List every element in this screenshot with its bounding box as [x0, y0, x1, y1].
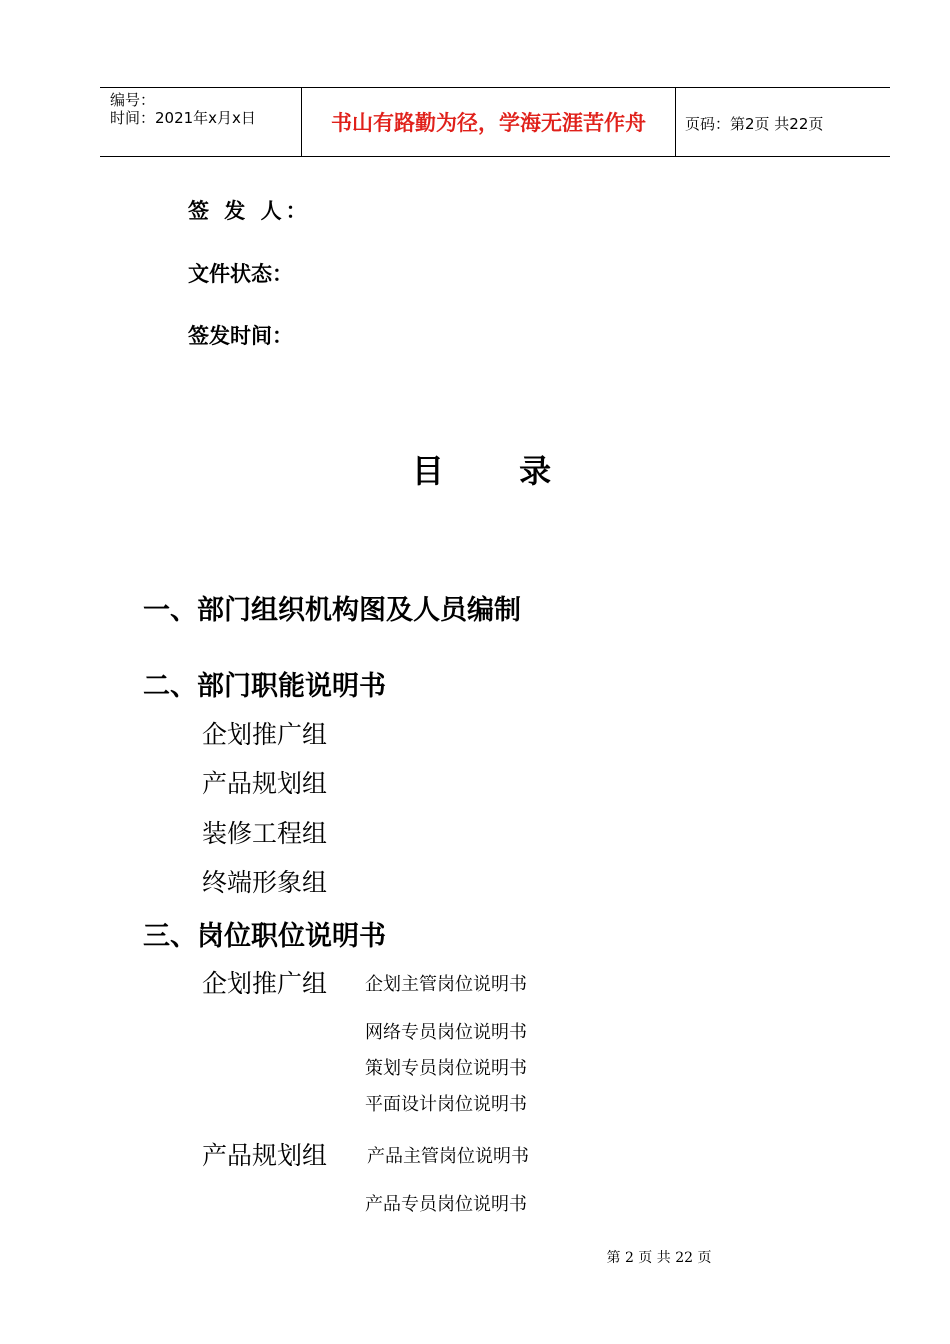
toc-title: 目 录	[411, 452, 584, 490]
toc-position-item: 产品主管岗位说明书	[367, 1146, 529, 1167]
issue-time-field-label: 签发时间：	[188, 324, 293, 348]
toc-group-item: 企划推广组	[202, 969, 328, 998]
toc-section-heading: 二、部门职能说明书	[143, 671, 386, 702]
status-field-label: 文件状态：	[188, 262, 293, 286]
toc-group-item: 产品规划组	[202, 1141, 328, 1170]
issuer-field-label: 签 发 人：	[188, 199, 311, 223]
header-meta	[110, 91, 256, 127]
document-number-label: 编号：	[110, 91, 156, 109]
document-time-label: 时间：2021年x月x日	[110, 109, 256, 127]
toc-group-item: 装修工程组	[202, 819, 328, 848]
page-footer: 第 2 页 共 22 页	[606, 1250, 712, 1266]
toc-section-heading: 三、岗位职位说明书	[143, 921, 386, 952]
toc-group-item: 终端形象组	[202, 868, 328, 897]
toc-position-item: 产品专员岗位说明书	[365, 1194, 527, 1215]
toc-position-item: 企划主管岗位说明书	[365, 974, 527, 995]
header-motto: 书山有路勤为径，学海无涯苦作舟	[331, 111, 646, 135]
toc-position-item: 平面设计岗位说明书	[365, 1094, 527, 1115]
toc-position-item: 策划专员岗位说明书	[365, 1058, 527, 1079]
toc-group-item: 产品规划组	[202, 769, 328, 798]
toc-section-heading: 一、部门组织机构图及人员编制	[143, 595, 521, 626]
toc-position-item: 网络专员岗位说明书	[365, 1022, 527, 1043]
header-divider	[675, 88, 676, 156]
toc-group-item: 企划推广组	[202, 720, 328, 749]
header-page-info: 页码：第2页 共22页	[685, 115, 824, 133]
page-header	[100, 87, 890, 157]
